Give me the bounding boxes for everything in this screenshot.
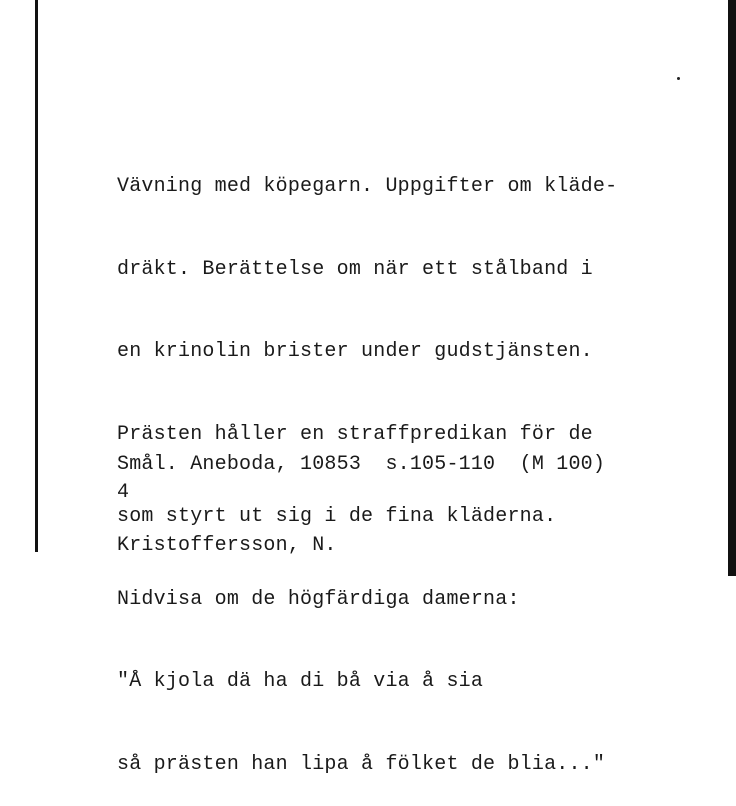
- card-line: Vävning med köpegarn. Uppgifter om kläde-: [117, 175, 618, 198]
- card-left-edge: [35, 0, 38, 552]
- card-line: Nidvisa om de högfärdiga damerna:: [117, 587, 520, 611]
- page-number: 4: [117, 481, 130, 504]
- card-line: som styrt ut sig i de fina kläderna.: [117, 505, 557, 528]
- card-right-edge: [728, 0, 736, 576]
- source-informant-line: Kristoffersson, N.: [117, 534, 337, 557]
- card-line: Prästen håller en straffpredikan för de: [117, 422, 593, 446]
- source-location-line: Smål. Aneboda, 10853 s.105-110 (M 100): [117, 453, 606, 476]
- card-line: en krinolin brister under gudstjänsten.: [117, 340, 593, 363]
- card-line: så prästen han lipa å fölket de blia...": [117, 752, 606, 776]
- card-line: dräkt. Berättelse om när ett stålband i: [117, 257, 593, 281]
- ink-speck: [677, 77, 680, 80]
- card-line: "Å kjola dä ha di bå via å sia: [117, 670, 484, 693]
- source-reference: [117, 397, 605, 586]
